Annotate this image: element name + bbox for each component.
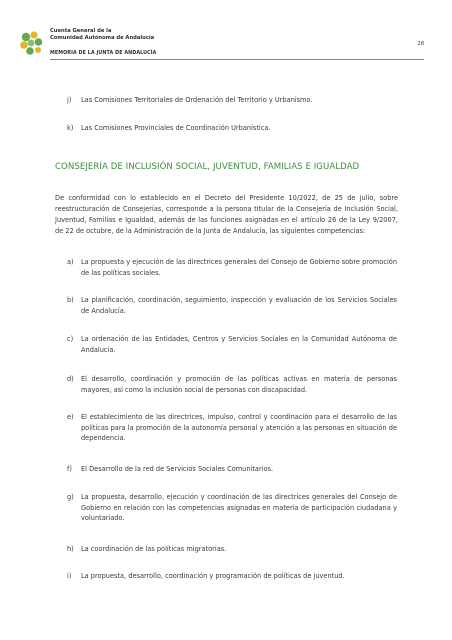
list-text: El desarrollo, coordinación y promoción de las políticas activas en materia de personas mayores, así como la inclusión social de personas con discapacidad.: [81, 375, 397, 394]
section-intro-paragraph: De conformidad con lo establecido en el Decreto del Presidente 10/2022, de 25 de julio, sobre reestructuración de Consejerías, corresponde a la persona titular de la Consejería de Inclusión Social, Juventud, Familias e Igualdad, además de las funciones asignadas en el artículo 26 de la Ley 9/2007, de 22 de octubre, de la Administración de la Junta de Andalucía, las siguientes competencias:: [55, 194, 398, 235]
list-text: La propuesta y ejecución de las directrices generales del Consejo de Gobierno sobre promoción de las políticas sociales.: [81, 258, 397, 277]
list-item-g: [67, 492, 397, 524]
list-marker: d): [67, 375, 74, 383]
list-item-d: [67, 374, 397, 395]
header-org-line1: Cuenta General de la: [50, 28, 112, 34]
list-item-h: [67, 544, 397, 555]
page-number: 28: [417, 41, 424, 47]
list-text: La ordenación de las Entidades, Centros y Servicios Sociales en la Comunidad Autónoma de Andalucía.: [81, 335, 397, 354]
list-marker: h): [67, 545, 74, 553]
list-marker: e): [67, 413, 74, 421]
list-item-f: [67, 464, 397, 475]
list-text: Las Comisiones Provinciales de Coordinación Urbanística.: [81, 124, 271, 132]
list-text: Las Comisiones Territoriales de Ordenación del Territorio y Urbanismo.: [81, 96, 313, 104]
list-text: La coordinación de las políticas migratorias.: [81, 545, 227, 553]
list-item-b: [67, 295, 397, 316]
list-item-e: [67, 412, 397, 444]
header-org-line2: Comunidad Autónoma de Andalucía: [50, 34, 155, 41]
list-item-j: [67, 95, 397, 106]
list-item-k: [67, 123, 397, 134]
list-text: La propuesta, desarrollo, ejecución y coordinación de las directrices generales del Consejo de Gobierno en relación con las competencias asignadas en materia de participación ciudadana y voluntariado.: [81, 493, 397, 523]
list-marker: j): [67, 96, 72, 104]
header-memoria: MEMORIA DE LA JUNTA DE ANDALUCÍA: [50, 51, 157, 56]
list-item-c: [67, 334, 397, 355]
section-title: CONSEJERÍA DE INCLUSIÓN SOCIAL, JUVENTUD, FAMILIAS E IGUALDAD: [55, 162, 360, 172]
list-marker: c): [67, 335, 74, 343]
list-marker: f): [67, 465, 72, 473]
junta-andalucia-logo-icon: [19, 30, 45, 56]
list-text: La propuesta, desarrollo, coordinación y programación de políticas de juventud.: [81, 572, 345, 580]
list-marker: b): [67, 296, 74, 304]
list-marker: i): [67, 572, 72, 580]
list-marker: a): [67, 258, 74, 266]
list-marker: g): [67, 493, 74, 501]
header-divider: [50, 59, 424, 60]
list-marker: k): [67, 124, 74, 132]
list-item-i: [67, 571, 397, 582]
list-text: La planificación, coordinación, seguimiento, inspección y evaluación de los Servicios Sociales de Andalucía.: [81, 296, 397, 315]
list-text: El establecimiento de las directrices, impulso, control y coordinación para el desarrollo de las políticas para la promoción de la autonomía personal y atención a las personas en situación de dependencia.: [81, 413, 397, 443]
list-item-a: [67, 257, 397, 278]
list-text: El Desarrollo de la red de Servicios Sociales Comunitarios.: [81, 465, 274, 473]
